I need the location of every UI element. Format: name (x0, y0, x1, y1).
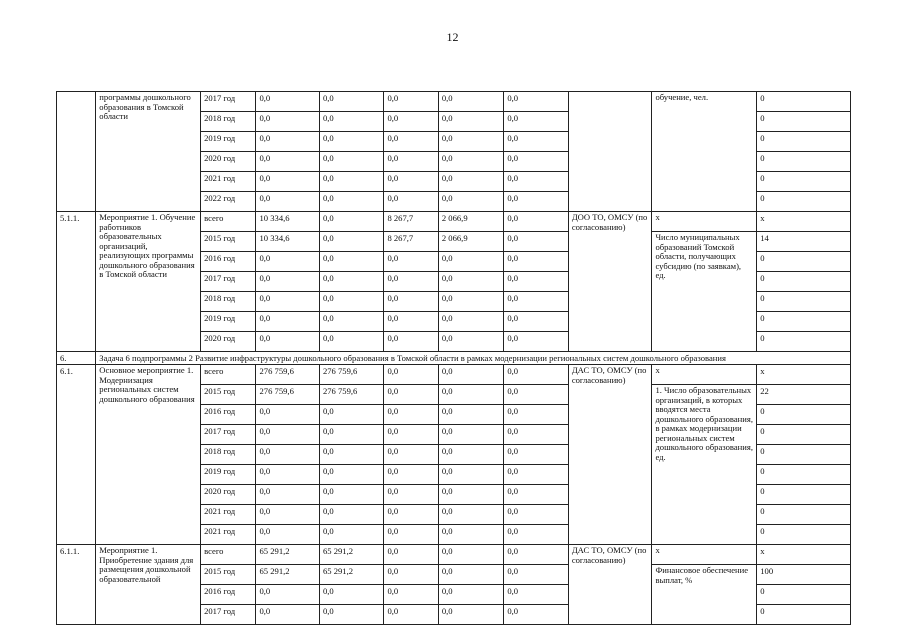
value-cell: 0,0 (504, 272, 568, 292)
indicator-value: 0 (757, 292, 851, 312)
value-cell: 2 066,9 (438, 232, 503, 252)
value-cell: 65 291,2 (319, 565, 383, 585)
value-cell: 0,0 (384, 605, 438, 625)
item-number: 6.1. (57, 365, 96, 545)
year-cell: 2019 год (201, 465, 256, 485)
value-cell: 0,0 (504, 365, 568, 385)
value-cell: 0,0 (319, 152, 383, 172)
value-cell: 0,0 (438, 192, 503, 212)
indicator-value: 0 (757, 112, 851, 132)
value-cell: 0,0 (504, 232, 568, 252)
indicator-value: 0 (757, 332, 851, 352)
value-cell: 0,0 (504, 212, 568, 232)
indicator-value: 0 (757, 92, 851, 112)
value-cell: 10 334,6 (256, 212, 319, 232)
value-cell: 0,0 (384, 272, 438, 292)
year-cell: 2020 год (201, 152, 256, 172)
value-cell: 0,0 (504, 545, 568, 565)
value-cell: 0,0 (319, 132, 383, 152)
item-name: программы дошкольного образования в Томской области (96, 92, 201, 212)
indicator-value: 0 (757, 505, 851, 525)
value-cell: 0,0 (438, 485, 503, 505)
indicator-value: 0 (757, 272, 851, 292)
item-number (57, 92, 96, 212)
value-cell: 0,0 (256, 172, 319, 192)
value-cell: 0,0 (384, 312, 438, 332)
year-cell: всего (201, 212, 256, 232)
value-cell: 0,0 (438, 292, 503, 312)
value-cell: 0,0 (384, 332, 438, 352)
value-cell: 0,0 (438, 252, 503, 272)
item-name: Мероприятие 1. Приобретение здания для размещения дошкольной образовательной (96, 545, 201, 625)
year-cell: 2017 год (201, 605, 256, 625)
task-title: Задача 6 подпрограммы 2 Развитие инфраструктуры дошкольного образования в Томской области в рамках модернизации региональных систем дошкольного образования (96, 352, 851, 365)
indicator-name: Финансовое обеспечение выплат, % (652, 565, 757, 625)
value-cell: 0,0 (256, 505, 319, 525)
table-row (57, 92, 851, 112)
value-cell: 0,0 (384, 172, 438, 192)
year-cell: 2021 год (201, 172, 256, 192)
indicator-value: 0 (757, 252, 851, 272)
year-cell: 2017 год (201, 425, 256, 445)
indicator-value: 0 (757, 605, 851, 625)
value-cell: 0,0 (438, 565, 503, 585)
value-cell: 0,0 (438, 385, 503, 405)
value-cell: 276 759,6 (319, 365, 383, 385)
value-cell: 0,0 (438, 525, 503, 545)
value-cell: 0,0 (319, 252, 383, 272)
task-number: 6. (57, 352, 96, 365)
year-cell: 2015 год (201, 565, 256, 585)
value-cell: 0,0 (319, 605, 383, 625)
program-table (56, 91, 851, 625)
value-cell: 0,0 (319, 332, 383, 352)
year-cell: 2016 год (201, 405, 256, 425)
value-cell: 276 759,6 (256, 365, 319, 385)
executor-cell: ДАС ТО, ОМСУ (по согласованию) (568, 365, 652, 545)
value-cell: 0,0 (256, 525, 319, 545)
indicator-value: 100 (757, 565, 851, 585)
value-cell: 65 291,2 (256, 565, 319, 585)
value-cell: 0,0 (438, 92, 503, 112)
value-cell: 0,0 (256, 192, 319, 212)
year-cell: 2022 год (201, 192, 256, 212)
value-cell: 0,0 (319, 465, 383, 485)
value-cell: 0,0 (256, 485, 319, 505)
item-name: Основное мероприятие 1. Модернизация региональных систем дошкольного образования (96, 365, 201, 545)
value-cell: 0,0 (438, 465, 503, 485)
value-cell: 0,0 (384, 425, 438, 445)
executor-cell (568, 92, 652, 212)
value-cell: 0,0 (256, 132, 319, 152)
value-cell: 0,0 (319, 172, 383, 192)
value-cell: 0,0 (438, 545, 503, 565)
value-cell: 0,0 (256, 292, 319, 312)
year-cell: 2018 год (201, 112, 256, 132)
executor-cell: ДАС ТО, ОМСУ (по согласованию) (568, 545, 652, 625)
value-cell: 0,0 (504, 172, 568, 192)
value-cell: 0,0 (384, 545, 438, 565)
value-cell: 0,0 (256, 112, 319, 132)
indicator-value: 0 (757, 485, 851, 505)
indicator-value: 0 (757, 132, 851, 152)
value-cell: 0,0 (319, 292, 383, 312)
value-cell: 0,0 (384, 445, 438, 465)
value-cell: 8 267,7 (384, 212, 438, 232)
value-cell: 0,0 (256, 585, 319, 605)
table-row (57, 545, 851, 565)
value-cell: 65 291,2 (319, 545, 383, 565)
value-cell: 276 759,6 (319, 385, 383, 405)
value-cell: 0,0 (504, 152, 568, 172)
indicator-value: 0 (757, 425, 851, 445)
year-cell: 2015 год (201, 385, 256, 405)
value-cell: 0,0 (438, 172, 503, 192)
value-cell: 0,0 (504, 605, 568, 625)
value-cell: 0,0 (438, 405, 503, 425)
value-cell: 0,0 (256, 405, 319, 425)
indicator-name: х (652, 212, 757, 232)
indicator-value: 0 (757, 405, 851, 425)
indicator-name: х (652, 365, 757, 385)
value-cell: 0,0 (256, 272, 319, 292)
value-cell: 0,0 (504, 92, 568, 112)
value-cell: 0,0 (319, 505, 383, 525)
value-cell: 0,0 (319, 405, 383, 425)
value-cell: 0,0 (256, 445, 319, 465)
value-cell: 0,0 (438, 112, 503, 132)
value-cell: 0,0 (438, 152, 503, 172)
value-cell: 0,0 (504, 332, 568, 352)
value-cell: 0,0 (384, 585, 438, 605)
value-cell: 0,0 (384, 365, 438, 385)
indicator-value: 0 (757, 172, 851, 192)
value-cell: 0,0 (438, 445, 503, 465)
indicator-value: х (757, 545, 851, 565)
value-cell: 0,0 (438, 272, 503, 292)
value-cell: 0,0 (384, 112, 438, 132)
value-cell: 0,0 (256, 152, 319, 172)
indicator-value: 14 (757, 232, 851, 252)
indicator-name: 1. Число образовательных организаций, в которых вводятся места дошкольного образования, в рамках модернизации региональных систем дошкольного образования, ед. (652, 385, 757, 545)
indicator-name: Число муниципальных образований Томской области, получающих субсидию (по заявкам), ед. (652, 232, 757, 352)
indicator-value: 0 (757, 192, 851, 212)
value-cell: 0,0 (384, 465, 438, 485)
value-cell: 0,0 (384, 252, 438, 272)
value-cell: 0,0 (438, 312, 503, 332)
year-cell: 2020 год (201, 332, 256, 352)
year-cell: 2021 год (201, 505, 256, 525)
indicator-value: 0 (757, 152, 851, 172)
indicator-value: 0 (757, 585, 851, 605)
indicator-value: х (757, 365, 851, 385)
value-cell: 0,0 (438, 132, 503, 152)
value-cell: 0,0 (256, 312, 319, 332)
value-cell: 0,0 (504, 112, 568, 132)
value-cell: 0,0 (504, 565, 568, 585)
value-cell: 8 267,7 (384, 232, 438, 252)
value-cell: 0,0 (384, 565, 438, 585)
value-cell: 0,0 (504, 445, 568, 465)
value-cell: 0,0 (504, 485, 568, 505)
page-number: 12 (446, 30, 459, 44)
value-cell: 0,0 (384, 405, 438, 425)
indicator-name: х (652, 545, 757, 565)
indicator-value: 0 (757, 525, 851, 545)
value-cell: 0,0 (438, 585, 503, 605)
table-row (57, 212, 851, 232)
year-cell: 2020 год (201, 485, 256, 505)
indicator-value: 0 (757, 312, 851, 332)
value-cell: 0,0 (504, 252, 568, 272)
value-cell: 0,0 (438, 425, 503, 445)
value-cell: 0,0 (384, 505, 438, 525)
value-cell: 0,0 (319, 425, 383, 445)
year-cell: 2021 год (201, 525, 256, 545)
value-cell: 0,0 (256, 425, 319, 445)
value-cell: 0,0 (504, 385, 568, 405)
value-cell: 0,0 (256, 252, 319, 272)
value-cell: 0,0 (384, 92, 438, 112)
value-cell: 10 334,6 (256, 232, 319, 252)
item-name: Мероприятие 1. Обучение работников образовательных организаций, реализующих программы дошкольного образования в Томской области (96, 212, 201, 352)
value-cell: 0,0 (256, 605, 319, 625)
value-cell: 0,0 (319, 192, 383, 212)
value-cell: 0,0 (256, 92, 319, 112)
value-cell: 0,0 (319, 232, 383, 252)
value-cell: 0,0 (504, 505, 568, 525)
value-cell: 0,0 (319, 312, 383, 332)
value-cell: 0,0 (504, 312, 568, 332)
value-cell: 0,0 (256, 465, 319, 485)
value-cell: 0,0 (384, 152, 438, 172)
table-row (57, 365, 851, 385)
task-row (57, 352, 851, 365)
value-cell: 0,0 (504, 465, 568, 485)
value-cell: 2 066,9 (438, 212, 503, 232)
value-cell: 0,0 (384, 385, 438, 405)
value-cell: 0,0 (319, 92, 383, 112)
value-cell: 0,0 (438, 332, 503, 352)
value-cell: 0,0 (504, 525, 568, 545)
value-cell: 276 759,6 (256, 385, 319, 405)
item-number: 5.1.1. (57, 212, 96, 352)
value-cell: 0,0 (319, 112, 383, 132)
value-cell: 0,0 (504, 192, 568, 212)
indicator-name: обучение, чел. (652, 92, 757, 212)
value-cell: 0,0 (438, 365, 503, 385)
year-cell: 2016 год (201, 585, 256, 605)
year-cell: 2017 год (201, 92, 256, 112)
indicator-value: 0 (757, 445, 851, 465)
value-cell: 0,0 (504, 292, 568, 312)
executor-cell: ДОО ТО, ОМСУ (по согласованию) (568, 212, 652, 352)
value-cell: 0,0 (504, 585, 568, 605)
value-cell: 0,0 (384, 525, 438, 545)
indicator-value: 22 (757, 385, 851, 405)
year-cell: 2017 год (201, 272, 256, 292)
value-cell: 0,0 (384, 485, 438, 505)
year-cell: всего (201, 365, 256, 385)
value-cell: 0,0 (384, 292, 438, 312)
value-cell: 0,0 (504, 132, 568, 152)
value-cell: 0,0 (319, 585, 383, 605)
year-cell: 2019 год (201, 312, 256, 332)
value-cell: 65 291,2 (256, 545, 319, 565)
value-cell: 0,0 (504, 425, 568, 445)
value-cell: 0,0 (438, 605, 503, 625)
value-cell: 0,0 (384, 192, 438, 212)
value-cell: 0,0 (256, 332, 319, 352)
value-cell: 0,0 (319, 445, 383, 465)
year-cell: всего (201, 545, 256, 565)
year-cell: 2018 год (201, 292, 256, 312)
year-cell: 2015 год (201, 232, 256, 252)
value-cell: 0,0 (384, 132, 438, 152)
value-cell: 0,0 (319, 485, 383, 505)
value-cell: 0,0 (438, 505, 503, 525)
item-number: 6.1.1. (57, 545, 96, 625)
value-cell: 0,0 (319, 525, 383, 545)
year-cell: 2018 год (201, 445, 256, 465)
value-cell: 0,0 (319, 212, 383, 232)
year-cell: 2016 год (201, 252, 256, 272)
indicator-value: 0 (757, 465, 851, 485)
indicator-value: х (757, 212, 851, 232)
value-cell: 0,0 (504, 405, 568, 425)
year-cell: 2019 год (201, 132, 256, 152)
value-cell: 0,0 (319, 272, 383, 292)
